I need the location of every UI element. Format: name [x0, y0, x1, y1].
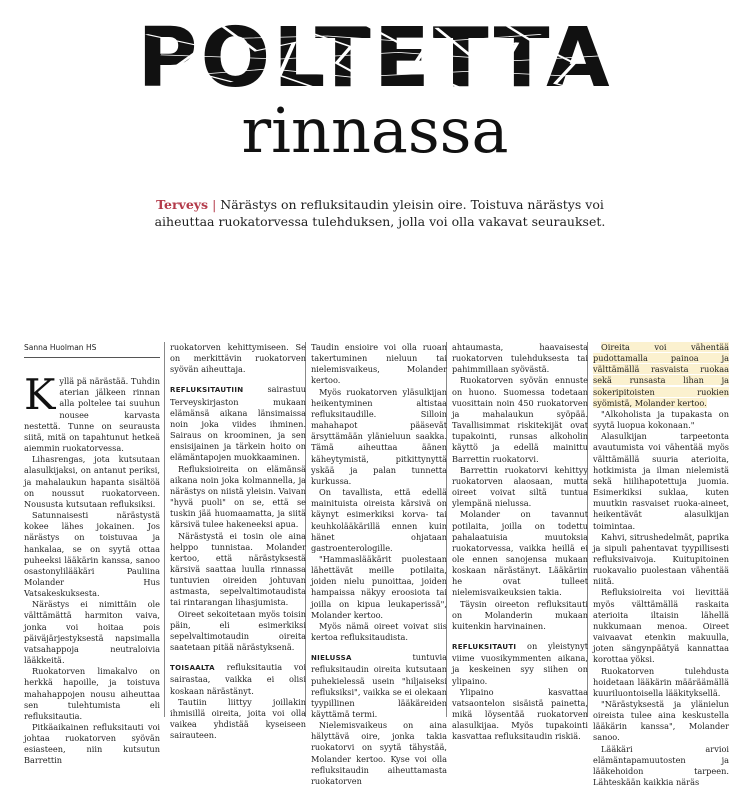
column-rule: [164, 342, 165, 717]
headline-sub: rinnassa: [241, 94, 509, 167]
section-label: Terveys: [156, 197, 209, 212]
article-paragraph: REFLUKSITAUTI on yleistynyt viime vuosikymmenten aikana, ja keskeinen syy siihen on ylipaino.: [452, 641, 588, 686]
article-paragraph: Närästystä ei tosin ole aina helppo tunnistaa. Molander kertoo, että närästyksestä kärsivä saattaa luulla rinnassa tuntuvien oireiden johtuvan astmasta, sepelvaltimotaudista tai rintarangan lihasjumista.: [170, 530, 306, 608]
subhead-lead-in: TOISAALTA: [170, 664, 215, 673]
article-paragraph: Täysin oireeton refluksitauti on Molanderin mukaan kuitenkin harvinainen.: [452, 598, 588, 631]
article-paragraph: "Hammaslääkärit puolestaan lähettävät meille potilaita, joiden nielu punoittaa, joiden hampaissa näkyy eroosiota tai joilla on kipua leukaperissä", Molander kertoo.: [311, 553, 447, 620]
article-paragraph: Oireet sekoitetaan myös toisin päin, eli esimerkiksi sepelvaltimotaudin oireita saatetaan pitää närästyksenä.: [170, 608, 306, 653]
article-paragraph: "Närästyksestä ja ylänielun oireista tulee aina keskustella lääkärin kanssa", Molander sanoo.: [593, 699, 729, 743]
drop-cap: K: [24, 370, 56, 420]
article-paragraph: Ruokatorven syövän ennuste on huono. Suomessa todetaan vuosittain noin 450 ruokatorven ja mahalaukun syöpää. Tavallisimmat riskitekijät ovat tupakointi, runsas alkoholin käyttö ja edellä mainittu Barrettin ruokatorvi.: [452, 375, 588, 464]
headline-main: [0, 11, 750, 106]
article-paragraph: Ylipaino kasvattaa vatsaontelon sisäistä painetta, mikä löysentää ruokatorven alasulkijaa. Myös tupakointi kasvattaa refluksitaudin riskiä.: [452, 686, 588, 742]
article-column-4: [452, 342, 588, 742]
article-paragraph: Taudin ensioire voi olla ruoan takertuminen nieluun tai nielemisvaikeus, Molander kertoo.: [311, 342, 447, 386]
article-paragraph: Närästys ei nimittäin ole välttämättä harmiton vaiva, jonka voi hoitaa pois päiväjärjestyksestä napsimalla vatsahappoja neutraloivia lääkkeitä.: [24, 599, 160, 666]
article-paragraph: Alasulkijan tarpeetonta avautumista voi vähentää myös välttämällä suuria aterioita, hotkimista ja ilman nielemistä sekä hiilihapotettuja juomia. Esimerkiksi suklaa, kuten muutkin rasvaiset ruoka-aineet, heikentävät alasulkijan toimintaa.: [593, 431, 729, 531]
section-separator: |: [212, 197, 217, 212]
lead-paragraph: [130, 196, 630, 230]
subhead-lead-in: REFLUKSITAUTIIN: [170, 386, 244, 395]
article-column-1: [24, 342, 160, 767]
article-paragraph: Kyllä pä närästää. Tuhdin aterian jälkeen rinnan alla poltelee tai suuhun nousee karvasta nestettä. Tunne on seurausta siitä, mitä on tapahtunut hetkeä aiemmin ruokatorvessa.: [24, 370, 161, 454]
article-paragraph-highlighted: [593, 342, 729, 409]
article-paragraph: Myös nämä oireet voivat siis kertoa refluksitaudista.: [311, 620, 447, 643]
article-paragraph: Nielemisvaikeus on aina hälyttävä oire, jonka takia ruokatorvi on syytä tähystää, Molander kertoo. Kyse voi olla refluksitaudin aiheuttamasta ruokatorven: [311, 720, 447, 786]
article-paragraph: Kahvi, sitrushedelmät, paprika ja sipuli pahentavat tyypillisesti refluksivaivoja. Kuitupitoinen ruokavalio puolestaan vähentää niitä.: [593, 531, 729, 587]
article-paragraph: REFLUKSITAUTIIN sairastuu Terveyskirjaston mukaan elämänsä aikana länsimaissa noin joka viides ihminen. Sairaus on kroominen, ja sen ensisijainen ja tärkein hoito on elämäntapojen muokkaaminen.: [170, 384, 306, 463]
headline-word-poltetta: POLTETTA: [137, 11, 613, 106]
article-paragraph: ahtaumasta, haavaisesta ruokatorven tulehduksesta tai pahimmillaan syövästä.: [452, 342, 588, 375]
article-paragraph: ruokatorven kehittymiseen. Se on merkittävin ruokatorven syövän aiheuttaja.: [170, 342, 306, 375]
article-paragraph: Ruokatorven limakalvo on herkkä hapoille, ja toistuva mahahappojen nousu aiheuttaa sen tulehtumista eli refluksitautia.: [24, 666, 160, 721]
article-paragraph: NIELUSSA tuntuvia refluksitaudin oireita kutsutaan puhekielessä usein "hiljaiseksi refluksiksi", vaikka se ei olekaan tyypillinen lääkäreiden käyttämä termi.: [311, 652, 447, 719]
article-paragraph: Ruokatorven tulehdusta hoidetaan lääkärin määräämällä kuuriluontoisella lääkityksellä.: [593, 665, 729, 698]
subhead-lead-in: REFLUKSITAUTI: [452, 643, 517, 652]
article-column-3: [311, 342, 447, 787]
article-paragraph: Pitkäaikainen refluksitauti voi johtaa ruokatorven syövän esiasteen, niin kutsutun Barrettin: [24, 722, 160, 766]
author-byline: Sanna Huolman HS: [24, 342, 160, 358]
article-paragraph: TOISAALTA refluksitautia voi sairastaa, vaikka ei olisi koskaan närästänyt.: [170, 662, 306, 696]
article-paragraph: On tavallista, että edellä mainituista oireista kärsivä on käynyt esimerkiksi korva- tai keuhkolääkärillä ennen kuin hänet ohjataan gastroenterologille.: [311, 487, 447, 553]
lead-text: Närästys on refluksitaudin yleisin oire. Toistuva närästys voi aiheuttaa ruokatorvessa tulehduksen, jolla voi olla vakavat seuraukset.: [154, 197, 606, 229]
article-paragraph: Refluksioireita voi lievittää myös välttämällä raskaita aterioita iltaisin lähellä nukkumaan menoa. Oireet vaivaavat etenkin makuulla, joten sängynpäätyä kannattaa korottaa yöksi.: [593, 587, 729, 665]
highlighted-text: Oireita voi vähentää pudottamalla painoa ja välttämällä rasvaista ruokaa sekä runsasta lihan ja sokeripitoisten ruokien syömistä, Molander kertoo.: [593, 342, 729, 408]
article-paragraph: Lääkäri arvioi elämäntapamuutosten ja lääkehoidon tarpeen. Lähteskään kaikkia näräs: [593, 743, 729, 788]
article-paragraph: "Alkoholista ja tupakasta on syytä luopua kokonaan.": [593, 408, 729, 431]
article-column-2: [170, 342, 306, 741]
article-column-5: [593, 342, 729, 788]
article-paragraph: Tautiin liittyy joillakin ihmisillä oireita, joita voi olla vaikea yhdistää kyseiseen sairauteen.: [170, 696, 306, 741]
article-paragraph: Lihasrengas, jota kutsutaan alasulkijaksi, on antanut periksi, ja mahalaukun hapanta sisältöä on noussut ruokatorveen. Noususta kutsutaan refluksiksi.: [24, 454, 160, 509]
article-paragraph: Molander on tavannut potilaita, joilla on todettu pahalaatuisia muutoksia ruokatorvessa, vaikka heillä ei ole ennen sanojensa mukaan koskaan närästänyt. Lääkäriin he ovat tulleet nielemisvaikeuksien takia.: [452, 509, 588, 598]
subhead-lead-in: NIELUSSA: [311, 654, 352, 663]
article-paragraph: Barrettin ruokatorvi kehittyy ruokatorven alaosaan, mutta oireet voivat siltä tuntua ylempänä nielussa.: [452, 464, 588, 509]
article-paragraph: Refluksioireita on elämänsä aikana noin joka kolmannella, ja närästys on niistä yleisin. Vaivan "hyvä puoli" on se, että se tuskin jää huomaamatta, ja siitä kärsivä tulee hakeneeksi apua.: [170, 463, 306, 530]
article-paragraph: Satunnaisesti närästystä kokee lähes jokainen. Jos närästys on toistuvaa ja hankalaa, se on syytä ottaa puheeksi lääkärin kanssa, sanoo osastonylilääkäri Pauliina Molander Hus Vatsakeskuksesta.: [24, 510, 160, 599]
article-paragraph: Myös ruokatorven yläsulkijan heikentyminen altistaa refluksitaudille. Silloin mahahapot pääsevät ärsyttämään ylänieluun saakka. Tämä aiheuttaa äänen käheytymistä, pitkittynyttä yskää ja palan tunnetta kurkussa.: [311, 386, 447, 486]
